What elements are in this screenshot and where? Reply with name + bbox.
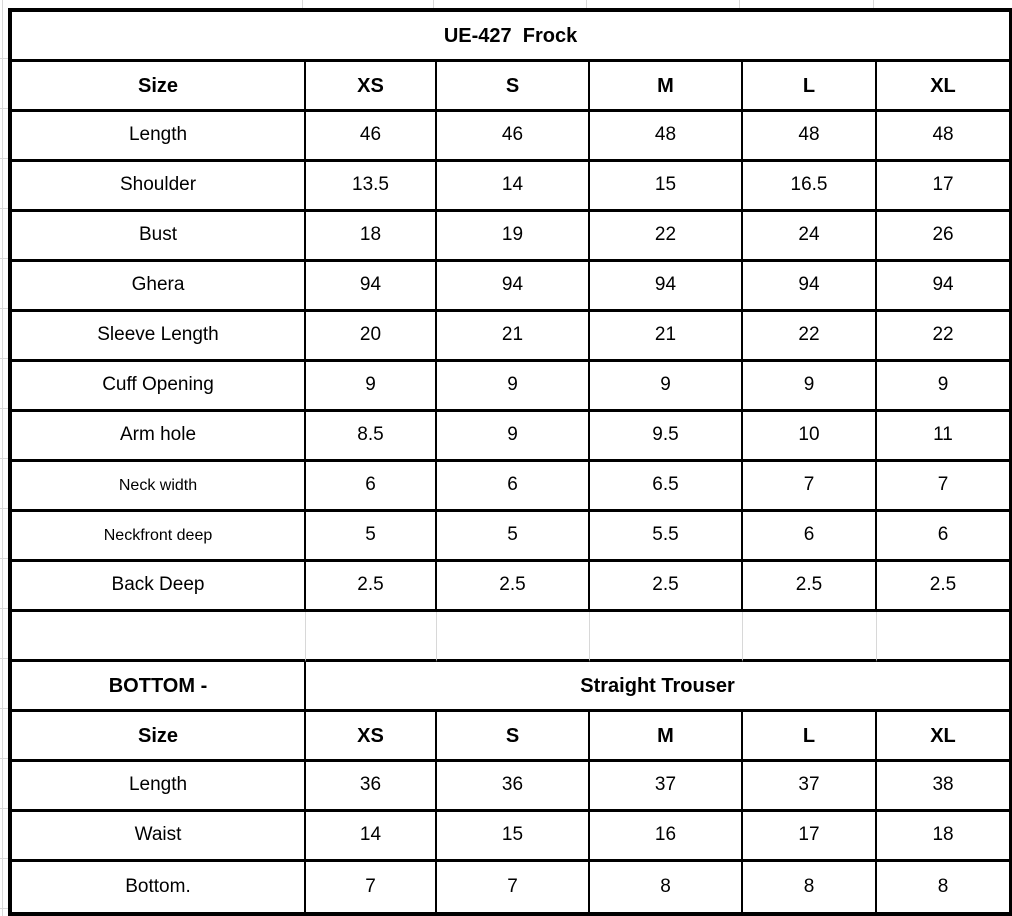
measurement-value-cell: 6: [437, 462, 590, 512]
measurement-value-cell: 22: [877, 312, 1009, 362]
measurement-row: [12, 762, 1009, 812]
measurement-value-cell: 19: [437, 212, 590, 262]
measurement-value-cell: 8.5: [306, 412, 437, 462]
measurement-row: [12, 362, 1009, 412]
measurement-row: [12, 812, 1009, 862]
measurement-row: [12, 512, 1009, 562]
bottom-section-row: [12, 662, 1009, 712]
size-header-cell: M: [590, 712, 743, 762]
measurement-row: [12, 112, 1009, 162]
measurement-value-cell: 36: [306, 762, 437, 812]
trouser-header-section: [12, 712, 1009, 762]
measurement-value-cell: 20: [306, 312, 437, 362]
size-header-cell: XL: [877, 62, 1009, 112]
measurement-value-cell: 46: [306, 112, 437, 162]
measurement-value-cell: 7: [743, 462, 877, 512]
size-header-cell: XS: [306, 62, 437, 112]
row-label-cell: Cuff Opening: [12, 362, 306, 412]
frock-measurements-section: [12, 112, 1009, 612]
measurement-row: [12, 162, 1009, 212]
measurement-value-cell: 5.5: [590, 512, 743, 562]
measurement-value-cell: 2.5: [306, 562, 437, 612]
measurement-value-cell: 8: [590, 862, 743, 912]
measurement-value-cell: 37: [743, 762, 877, 812]
measurement-value-cell: 16.5: [743, 162, 877, 212]
measurement-value-cell: 6.5: [590, 462, 743, 512]
measurement-value-cell: 9: [437, 412, 590, 462]
empty-cell: [12, 612, 306, 662]
empty-cell: [590, 612, 743, 662]
measurement-row: [12, 562, 1009, 612]
measurement-value-cell: 2.5: [743, 562, 877, 612]
row-label-cell: Arm hole: [12, 412, 306, 462]
row-label-cell: Neck width: [12, 462, 306, 512]
size-header-label: Size: [12, 62, 306, 112]
row-label-cell: Waist: [12, 812, 306, 862]
row-label-cell: Back Deep: [12, 562, 306, 612]
row-label-cell: Ghera: [12, 262, 306, 312]
measurement-value-cell: 2.5: [437, 562, 590, 612]
measurement-value-cell: 5: [437, 512, 590, 562]
size-header-cell: S: [437, 62, 590, 112]
spacer-row-section: [12, 612, 1009, 662]
measurement-value-cell: 22: [743, 312, 877, 362]
bottom-section-header: [12, 662, 1009, 712]
row-label-cell: Length: [12, 112, 306, 162]
size-header-cell: XL: [877, 712, 1009, 762]
measurement-value-cell: 14: [437, 162, 590, 212]
measurement-value-cell: 9: [590, 362, 743, 412]
empty-cell: [306, 612, 437, 662]
measurement-value-cell: 16: [590, 812, 743, 862]
row-label-cell: Sleeve Length: [12, 312, 306, 362]
row-label-cell: Bust: [12, 212, 306, 262]
measurement-value-cell: 22: [590, 212, 743, 262]
size-header-row: [12, 62, 1009, 112]
measurement-value-cell: 94: [743, 262, 877, 312]
size-header-label: Size: [12, 712, 306, 762]
measurement-value-cell: 10: [743, 412, 877, 462]
measurement-value-cell: 9.5: [590, 412, 743, 462]
measurement-value-cell: 38: [877, 762, 1009, 812]
row-label-cell: Neckfront deep: [12, 512, 306, 562]
measurement-value-cell: 48: [590, 112, 743, 162]
measurement-value-cell: 18: [306, 212, 437, 262]
measurement-value-cell: 46: [437, 112, 590, 162]
measurement-value-cell: 7: [877, 462, 1009, 512]
measurement-value-cell: 9: [743, 362, 877, 412]
measurement-value-cell: 8: [743, 862, 877, 912]
measurement-value-cell: 37: [590, 762, 743, 812]
measurement-value-cell: 18: [877, 812, 1009, 862]
measurement-value-cell: 6: [743, 512, 877, 562]
measurement-value-cell: 5: [306, 512, 437, 562]
frock-table-title: UE-427 Frock: [12, 12, 1009, 62]
measurement-value-cell: 2.5: [877, 562, 1009, 612]
row-label-cell: Shoulder: [12, 162, 306, 212]
measurement-value-cell: 36: [437, 762, 590, 812]
measurement-value-cell: 24: [743, 212, 877, 262]
frock-title-section: [12, 12, 1009, 62]
measurement-value-cell: 48: [743, 112, 877, 162]
empty-cell: [743, 612, 877, 662]
bottom-section-title: Straight Trouser: [306, 662, 1009, 712]
measurement-value-cell: 17: [743, 812, 877, 862]
measurement-value-cell: 94: [590, 262, 743, 312]
measurement-value-cell: 21: [590, 312, 743, 362]
size-header-cell: M: [590, 62, 743, 112]
measurement-value-cell: 13.5: [306, 162, 437, 212]
measurement-value-cell: 9: [306, 362, 437, 412]
empty-cell: [877, 612, 1009, 662]
row-label-cell: Bottom.: [12, 862, 306, 912]
measurement-value-cell: 26: [877, 212, 1009, 262]
frock-title-row: [12, 12, 1009, 62]
measurement-value-cell: 9: [437, 362, 590, 412]
trouser-measurements-section: [12, 762, 1009, 912]
measurement-value-cell: 15: [437, 812, 590, 862]
size-header-cell: XS: [306, 712, 437, 762]
measurement-value-cell: 9: [877, 362, 1009, 412]
size-header-cell: L: [743, 712, 877, 762]
size-header-cell: L: [743, 62, 877, 112]
measurement-value-cell: 94: [306, 262, 437, 312]
bottom-section-label: BOTTOM -: [12, 662, 306, 712]
spacer-row: [12, 612, 1009, 662]
size-header-row: [12, 712, 1009, 762]
measurement-value-cell: 11: [877, 412, 1009, 462]
size-header-cell: S: [437, 712, 590, 762]
measurement-value-cell: 94: [877, 262, 1009, 312]
size-chart-table: [8, 8, 1012, 916]
measurement-value-cell: 17: [877, 162, 1009, 212]
measurement-value-cell: 6: [306, 462, 437, 512]
measurement-row: [12, 862, 1009, 912]
measurement-value-cell: 7: [437, 862, 590, 912]
measurement-row: [12, 462, 1009, 512]
measurement-value-cell: 8: [937, 875, 949, 897]
measurement-value-cell: 21: [437, 312, 590, 362]
measurement-value-cell: 2.5: [590, 562, 743, 612]
measurement-row: [12, 312, 1009, 362]
measurement-row: [12, 212, 1009, 262]
empty-cell: [437, 612, 590, 662]
measurement-row: [12, 412, 1009, 462]
measurement-value-cell: 48: [877, 112, 1009, 162]
measurement-row: [12, 262, 1009, 312]
frock-header-section: [12, 62, 1009, 112]
measurement-value-cell: 15: [590, 162, 743, 212]
row-label-cell: Length: [12, 762, 306, 812]
measurement-value-cell: 6: [877, 512, 1009, 562]
measurement-value-cell: 94: [437, 262, 590, 312]
measurement-value-cell: 7: [306, 862, 437, 912]
measurement-value-cell: 14: [306, 812, 437, 862]
